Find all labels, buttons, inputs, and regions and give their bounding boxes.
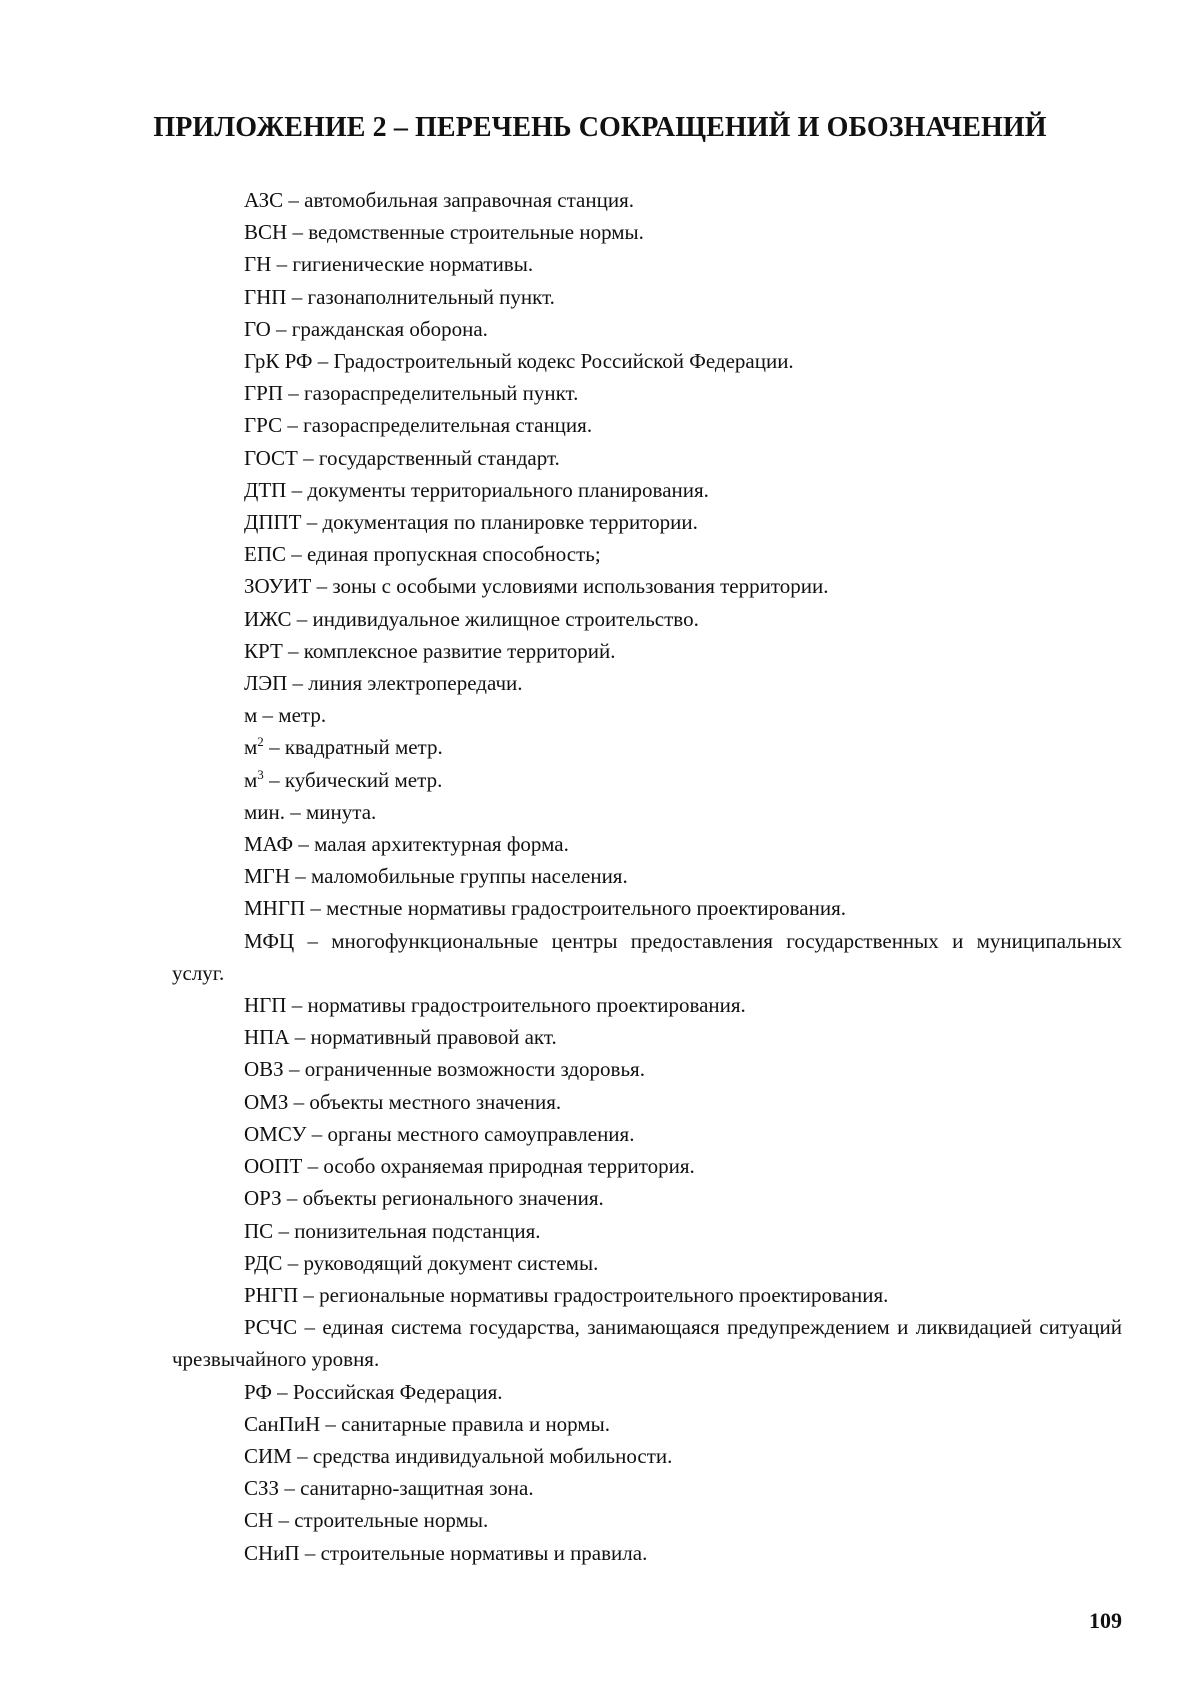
abbreviation-definition: кубический метр. [284,767,443,792]
abbreviation-term: ЕПС [244,542,286,567]
abbreviation-term: ОРЗ [244,1186,282,1211]
abbreviation-term: НПА [244,1025,290,1050]
abbreviation-term: ДТП [244,477,287,502]
abbreviation-definition: ведомственные строительные нормы. [308,220,644,245]
abbreviation-term: $м^3$ [244,766,264,792]
abbreviation-definition: особо охраняемая природная территория. [323,1154,695,1179]
abbreviation-definition: объекты регионального значения. [302,1186,604,1211]
abbreviation-entry: ОВЗ – ограниченные возможности здоровья. [244,1057,645,1082]
abbreviation-term: ООПТ [244,1154,303,1179]
abbreviation-entry: РФ – Российская Федерация. [244,1379,503,1404]
abbreviation-term: ГО [244,316,271,341]
abbreviation-entry: ЕПС – единая пропускная способность; [244,542,601,567]
abbreviation-entry: НГП – нормативы градостроительного проектирования. [244,993,746,1018]
abbreviation-term: ГРП [244,381,283,406]
abbreviation-entry: мин. – минута. [244,799,377,824]
abbreviation-entry: РСЧС – единая система государства, занимающаяся предупреждением и ликвидацией ситуаций чрезвычайного уровня. [172,1315,1123,1372]
abbreviation-definition: газораспределительная станция. [303,413,593,438]
abbreviation-term: РДС [244,1250,283,1275]
abbreviation-term: м [244,703,258,728]
abbreviation-definition: понизительная подстанция. [294,1218,541,1243]
abbreviation-entry: МНГП – местные нормативы градостроительного проектирования. [244,896,847,921]
abbreviation-term: мин. [244,799,286,824]
abbreviation-term: $м^2$ [244,734,264,760]
abbreviation-entry: ВСН – ведомственные строительные нормы. [244,220,644,245]
abbreviation-term: ВСН [244,220,288,245]
abbreviation-definition: объекты местного значения. [309,1089,562,1114]
abbreviation-term: ИЖС [244,606,292,631]
abbreviation-term: ПС [244,1218,274,1243]
abbreviation-definition: гигиенические нормативы. [292,252,534,277]
abbreviation-definition: средства индивидуальной мобильности. [312,1443,673,1468]
abbreviation-term: СНиП [244,1540,300,1565]
abbreviation-term: СН [244,1508,274,1533]
abbreviation-term: ГОСТ [244,445,298,470]
abbreviation-definition: местные нормативы градостроительного проектирования. [326,896,847,921]
abbreviation-definition: многофункциональные центры предоставления государственных и муниципальных услуг. [172,928,1123,985]
abbreviation-definition: автомобильная заправочная станция. [304,188,634,212]
abbreviation-entry: СанПиН – санитарные правила и нормы. [244,1411,611,1436]
abbreviation-definition: санитарные правила и нормы. [341,1411,611,1436]
abbreviation-definition: индивидуальное жилищное строительство. [312,606,699,631]
abbreviation-definition: строительные нормы. [294,1508,489,1533]
abbreviation-entry: ООПТ – особо охраняемая природная территория. [244,1154,695,1179]
abbreviation-definition: санитарно-защитная зона. [300,1476,534,1501]
abbreviation-entry: РДС – руководящий документ системы. [244,1250,599,1275]
abbreviation-term: МНГП [244,896,306,921]
abbreviation-term: СИМ [244,1443,292,1468]
abbreviation-entry: ГН – гигиенические нормативы. [244,252,534,277]
abbreviation-definition: Градостроительный кодекс Российской Федерации. [333,349,794,374]
abbreviation-entry: МФЦ – многофункциональные центры предоставления государственных и муниципальных услуг. [172,928,1123,985]
abbreviation-term: РФ [244,1379,272,1404]
abbreviation-definition: комплексное развитие территорий. [303,638,616,663]
abbreviation-definition: документация по планировке территории. [322,510,698,535]
abbreviation-definition: минута. [306,799,377,824]
abbreviation-term: ЗОУИТ [244,574,312,599]
abbreviation-term: АЗС [244,188,284,212]
abbreviation-definition: документы территориального планирования. [307,477,709,502]
abbreviation-entry: $м^3$ – кубический метр. [244,766,443,792]
abbreviation-entry: ЛЭП – линия электропередачи. [244,671,523,696]
abbreviation-term: ЛЭП [244,671,288,696]
abbreviation-entry: м – метр. [244,703,327,728]
abbreviation-definition: единая пропускная способность; [307,542,601,567]
abbreviation-entry: $м^2$ – квадратный метр. [244,734,443,760]
abbreviation-entry: ОМСУ – органы местного самоуправления. [244,1121,635,1146]
abbreviation-entry: ИЖС – индивидуальное жилищное строительство. [244,606,699,631]
abbreviation-entry: НПА – нормативный правовой акт. [244,1025,557,1050]
abbreviation-entry: ПС – понизительная подстанция. [244,1218,541,1243]
abbreviation-entry: ДТП – документы территориального планирования. [244,477,709,502]
abbreviation-definition: руководящий документ системы. [303,1250,599,1275]
abbreviation-definition: маломобильные группы населения. [310,864,628,889]
abbreviation-entry: ОРЗ – объекты регионального значения. [244,1186,604,1211]
abbreviation-entry: МГН – маломобильные группы населения. [244,864,628,889]
page-number: 109 [1089,1608,1122,1633]
abbreviation-term: ГН [244,252,272,277]
abbreviation-definition: органы местного самоуправления. [327,1121,635,1146]
abbreviation-term: ОВЗ [244,1057,284,1082]
abbreviation-term: ГРС [244,413,283,438]
abbreviation-term: ГрК РФ [244,349,313,374]
abbreviation-term: РНГП [244,1282,299,1307]
abbreviation-term: МАФ [244,832,294,857]
abbreviation-term: ОМСУ [244,1121,307,1146]
abbreviation-entry: ГРП – газораспределительный пункт. [244,381,579,406]
abbreviation-definition: газораспределительный пункт. [304,381,579,406]
abbreviation-definition: зоны с особыми условиями использования территории. [332,574,829,599]
abbreviation-definition: малая архитектурная форма. [314,832,569,857]
abbreviation-definition: линия электропередачи. [308,671,523,696]
abbreviation-term: НГП [244,993,287,1018]
abbreviation-definition: ограниченные возможности здоровья. [304,1057,645,1082]
abbreviation-definition: метр. [278,703,327,728]
abbreviation-list [172,184,1122,1569]
abbreviation-term: СанПиН [244,1411,321,1436]
abbreviation-definition: квадратный метр. [284,735,443,760]
abbreviation-entry: СИМ – средства индивидуальной мобильности. [244,1443,673,1468]
abbreviation-entry: СНиП – строительные нормативы и правила. [244,1540,648,1565]
superscript: 2 [257,734,264,750]
abbreviation-definition: единая система государства, занимающаяся предупреждением и ликвидацией ситуаций чрезвычайного уровня. [172,1315,1123,1372]
abbreviation-entry: ГНП – газонаполнительный пункт. [244,284,555,309]
abbreviation-term: МФЦ [244,928,295,953]
abbreviation-definition: государственный стандарт. [318,445,560,470]
abbreviation-definition: строительные нормативы и правила. [320,1540,648,1565]
abbreviation-term: ГНП [244,284,287,309]
abbreviation-definition: гражданская оборона. [291,316,488,341]
abbreviation-entry: МАФ – малая архитектурная форма. [244,832,569,857]
abbreviation-entry: АЗС – автомобильная заправочная станция. [244,188,634,212]
abbreviation-entry: ОМЗ – объекты местного значения. [244,1089,562,1114]
page-title: ПРИЛОЖЕНИЕ 2 – ПЕРЕЧЕНЬ СОКРАЩЕНИЙ И ОБОЗНАЧЕНИЙ [153,112,1047,143]
abbreviation-entry: СЗЗ – санитарно-защитная зона. [244,1476,534,1501]
abbreviation-entry: ГРС – газораспределительная станция. [244,413,593,438]
abbreviation-definition: региональные нормативы градостроительного проектирования. [319,1282,889,1307]
abbreviation-term: ОМЗ [244,1089,289,1114]
abbreviation-definition: Российская Федерация. [292,1379,503,1404]
abbreviation-entry: КРТ – комплексное развитие территорий. [244,638,616,663]
abbreviation-entry: ГрК РФ – Градостроительный кодекс Российской Федерации. [244,349,794,374]
abbreviation-entry: ГОСТ – государственный стандарт. [244,445,560,470]
abbreviation-definition: нормативный правовой акт. [310,1025,557,1050]
abbreviation-entry: СН – строительные нормы. [244,1508,489,1533]
abbreviation-term: СЗЗ [244,1476,280,1501]
abbreviation-term: РСЧС [244,1315,298,1340]
abbreviation-term: МГН [244,864,290,889]
abbreviation-entry: РНГП – региональные нормативы градостроительного проектирования. [244,1282,889,1307]
abbreviation-term: КРТ [244,638,283,663]
abbreviation-definition: нормативы градостроительного проектирования. [307,993,746,1018]
superscript: 3 [257,766,264,782]
abbreviation-entry: ГО – гражданская оборона. [244,316,488,341]
abbreviation-entry: ДППТ – документация по планировке территории. [244,510,698,535]
abbreviation-definition: газонаполнительный пункт. [307,284,555,309]
abbreviation-entry: ЗОУИТ – зоны с особыми условиями использования территории. [244,574,829,599]
abbreviation-term: ДППТ [244,510,302,535]
